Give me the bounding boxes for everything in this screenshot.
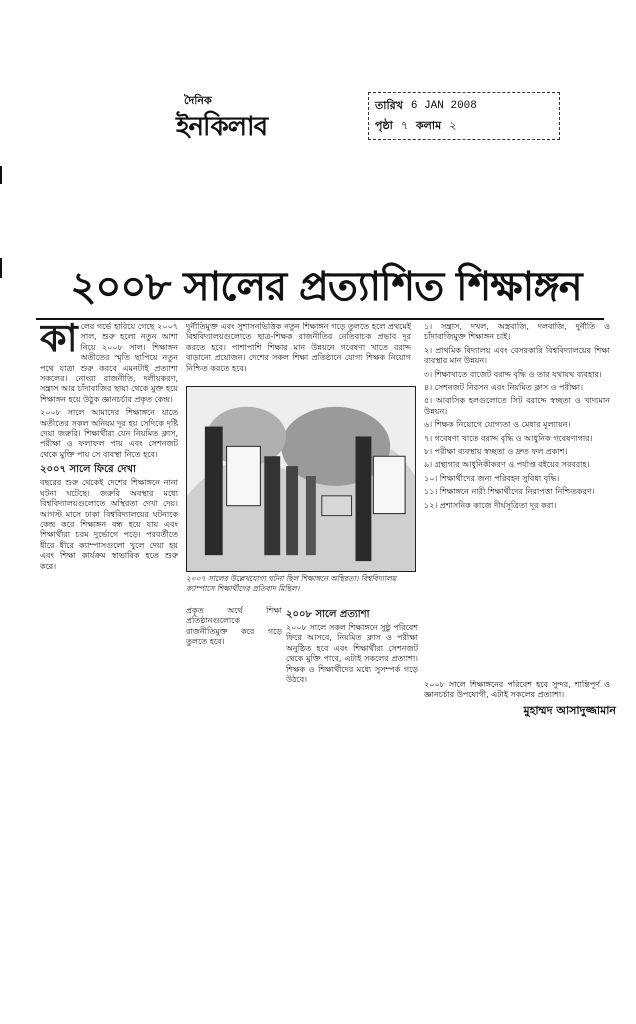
- date-stamp: [368, 92, 560, 140]
- headline-divider: [36, 318, 604, 320]
- list-item: ৮। পরীক্ষা ব্যবস্থায় স্বচ্ছতা ও দ্রুত ফল প্রকাশ।: [424, 447, 568, 457]
- paragraph: প্রকৃত অর্থে শিক্ষা প্রতিষ্ঠানগুলোকে রাজনীতিমুক্ত করে গড়ে তুলতে হবে।: [186, 606, 282, 647]
- paragraph: বছরের শুরু থেকেই দেশের শিক্ষাঙ্গনে নানা ঘটনা ঘটেছে। জরুরি অবস্থার মধ্যে বিশ্ববিদ্যালয়গুলোতে অস্থিরতা দেখা দেয়। আগস্ট মাসে ঢাকা বিশ্ববিদ্যালয়ের ঘটনাকে কেন্দ্র করে শিক্ষাঙ্গন বন্ধ হয়ে যায় এবং শিক্ষার্থীরা চরম দুর্ভোগে পড়ে। পরবর্তীতে ধীরে ধীরে ক্যাম্পাসগুলো খুলে দেয়া হয় এবং শিক্ষা কার্যক্রম স্বাভাবিক হতে শুরু করে।: [40, 478, 178, 571]
- list-item: ১২। প্রশাসনিক কাজে দীর্ঘসূত্রিতা দূর করা।: [424, 500, 557, 510]
- list-item: ১১। শিক্ষাঙ্গনে নারী শিক্ষার্থীদের নিরাপত্তা নিশ্চিতকরণ।: [424, 487, 595, 497]
- photo-caption: ২০০৭ সালের উল্লেখযোগ্য ঘটনা ছিল শিক্ষাঙ্গনে অস্থিরতা। বিশ্ববিদ্যালয় ক্যাম্পাসে শিক্ষার্থীদের প্রতিবাদ মিছিল।: [186, 574, 397, 593]
- stamp-column-value: ২: [449, 120, 457, 133]
- drop-cap: কা: [40, 322, 78, 360]
- stamp-page-value: ৭: [400, 120, 408, 133]
- expectations-list: [424, 346, 610, 511]
- section-subheading: ২০০৭ সালে ফিরে দেখা: [40, 464, 136, 476]
- paragraph: ২০০৮ সালে আমাদের শিক্ষাঙ্গনে যাতে অতীতের সকল অনিয়ম দূর হয় সেদিকে দৃষ্টি দেয়া জরুরি। শিক্ষার্থীরা যেন নিয়মিত ক্লাস, পরীক্ষা ও ফলাফল পায় এবং সেশনজট থেকে মুক্তি পায় সে ব্যবস্থা নিতে হবে।: [40, 408, 178, 459]
- stamp-date-value: 6 JAN 2008: [410, 100, 477, 112]
- section-subheading: ২০০৮ সালে প্রত্যাশা: [286, 609, 370, 620]
- list-item: ৭। গবেষণা খাতে বরাদ্দ বৃদ্ধি ও আধুনিক গবেষণাগার।: [424, 433, 593, 443]
- article-headline: ২০০৮ সালের প্রত্যাশিত শিক্ষাঙ্গন: [70, 263, 582, 310]
- list-item: ৯। গ্রন্থাগার আধুনিকীকরণ ও পর্যাপ্ত বইয়ের সরবরাহ।: [424, 460, 590, 470]
- masthead-subtitle: দৈনিক: [184, 94, 212, 107]
- protest-photo-illustration: [187, 387, 415, 571]
- masthead-title: ইনকিলাব: [176, 112, 268, 142]
- stamp-column-label: কলাম: [415, 120, 442, 133]
- paragraph: দুর্নীতিমুক্ত এবং সুশাসনভিত্তিক নতুন শিক্ষাঙ্গন গড়ে তুলতে হলে প্রথমেই বিশ্ববিদ্যালয়গুলোতে ছাত্র-শিক্ষক রাজনীতির নেতিবাচক প্রভাব দূর করতে হবে। পাশাপাশি শিক্ষার মান উন্নয়নে গবেষণা খাতে বরাদ্দ বাড়ানো প্রয়োজন। দেশের সকল শিক্ষা প্রতিষ্ঠানে যোগ্য শিক্ষক নিয়োগ নিশ্চিত করতে হবে।: [186, 322, 411, 373]
- stamp-date-label: তারিখ: [375, 100, 403, 113]
- article-column-4: [424, 322, 610, 678]
- list-item: ২। প্রাথমিক বিদ্যালয় এবং বেসরকারি বিশ্ববিদ্যালয়ের শিক্ষা ব্যবস্থার মান উন্নয়ন।: [424, 345, 610, 366]
- news-photo: [186, 386, 416, 572]
- article-column-2-top: [186, 322, 411, 382]
- article-column-1: [40, 322, 178, 720]
- scan-edge-mark: [0, 258, 2, 278]
- article-column-2-bottom: [186, 606, 282, 722]
- list-item: ৬। শিক্ষক নিয়োগে যোগ্যতা ও মেধার মূল্যায়ন।: [424, 420, 571, 430]
- scan-edge-mark: [0, 166, 2, 184]
- author-byline: মুহাম্মদ আসাদুজ্জামান: [523, 704, 616, 717]
- list-item: ১০। শিক্ষার্থীদের জন্য পরিবহন সুবিধা বৃদ্ধি।: [424, 473, 560, 483]
- list-item: ৫। আবাসিক হলগুলোতে সিট বরাদ্দে স্বচ্ছতা ও খাদ্যমান উন্নয়ন।: [424, 396, 610, 416]
- newspaper-masthead: [176, 92, 306, 152]
- paragraph: লের গর্ভে হারিয়ে গেছে ২০০৭ সাল, শুরু হলো নতুন আশা নিয়ে ২০০৮ সাল। শিক্ষাঙ্গন অতীতের স্মৃতি ছাপিয়ে নতুন পথে যাত্রা শুরু করবে এমনটাই প্রত্যাশা সকলের। নোংরা রাজনীতি, দলীয়করণ, সন্ত্রাস আর চাঁদাবাজির ছায়া থেকে মুক্ত হয়ে শিক্ষাঙ্গন হয়ে উঠুক জ্ঞানচর্চার প্রকৃত কেন্দ্র।: [40, 322, 178, 404]
- article-closing-paragraph: ২০০৮ সালে শিক্ষাঙ্গনের পরিবেশ হবে সুন্দর, শান্তিপূর্ণ ও জ্ঞানচর্চার উপযোগী, এটাই সকলের প্রত্যাশা।: [424, 680, 610, 700]
- list-intro: ১। সন্ত্রাস, দখল, অস্ত্রবাজি, দলবাজি, দুর্নীতি ও চাঁদাবাজিমুক্ত শিক্ষাঙ্গন চাই।: [424, 322, 610, 342]
- paragraph: ২০০৮ সালে সকল শিক্ষাঙ্গনে সুষ্ঠু পরিবেশ ফিরে আসবে, নিয়মিত ক্লাস ও পরীক্ষা অনুষ্ঠিত হবে এবং শিক্ষার্থীরা সেশনজট থেকে মুক্তি পাবে, এটাই সকলের প্রত্যাশা। শিক্ষক ও শিক্ষার্থীদের মধ্যে সুসম্পর্ক গড়ে উঠবে।: [286, 623, 418, 685]
- list-item: ৩। শিক্ষাখাতে বাজেট বরাদ্দ বৃদ্ধি ও তার যথাযথ ব্যবহার।: [424, 369, 602, 379]
- stamp-page-label: পৃষ্ঠা: [375, 120, 393, 133]
- list-item: ৪। সেশনজট নিরসন এবং নিয়মিত ক্লাস ও পরীক্ষা।: [424, 383, 583, 393]
- article-column-3-bottom: [286, 606, 418, 722]
